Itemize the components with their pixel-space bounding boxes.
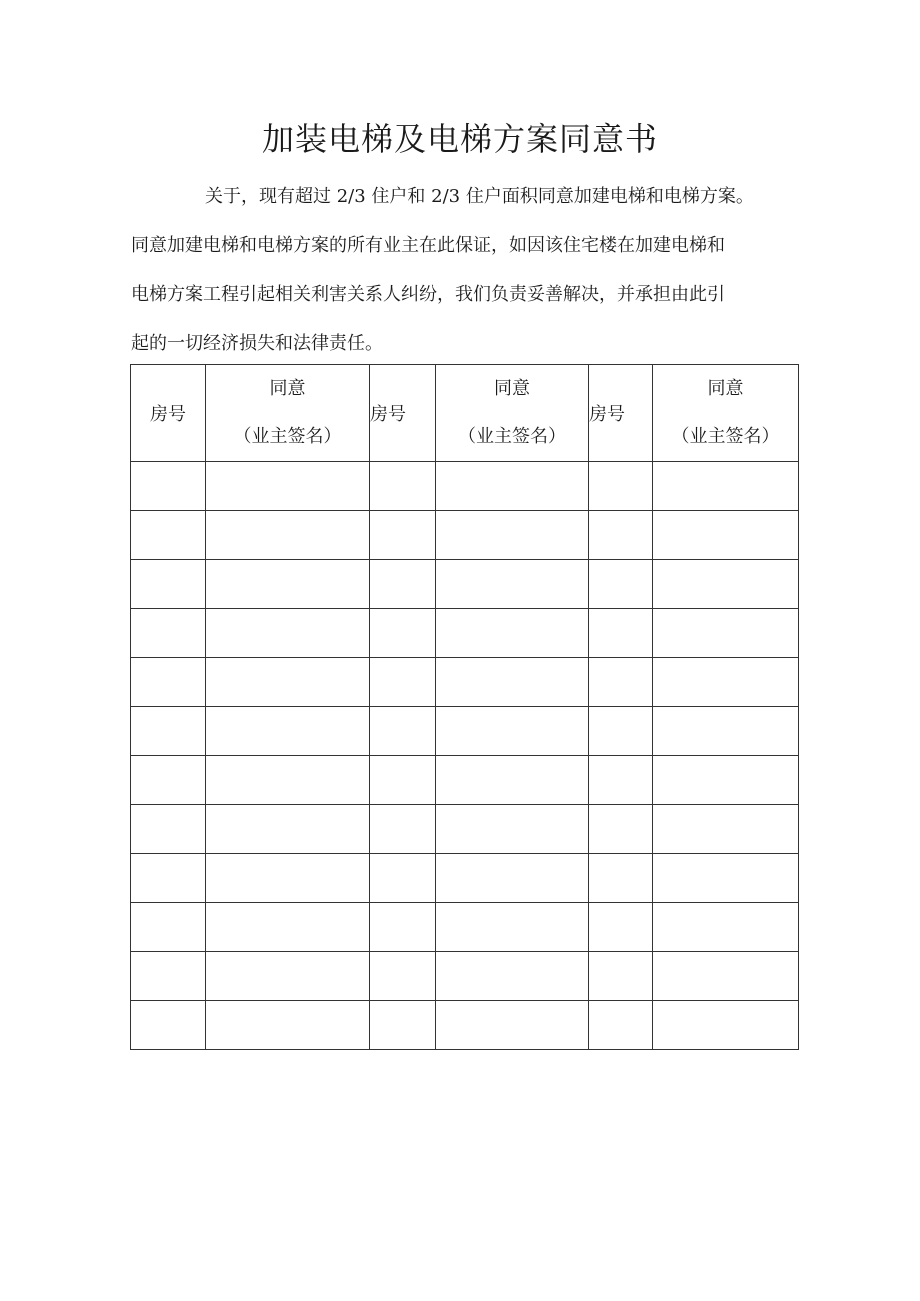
room-number-cell[interactable] — [131, 952, 206, 1001]
owner-signature-cell[interactable] — [653, 756, 799, 805]
consent-paragraph — [131, 172, 831, 368]
owner-signature-cell[interactable] — [436, 707, 589, 756]
table-row — [131, 609, 799, 658]
owner-signature-cell[interactable] — [206, 707, 370, 756]
room-number-cell[interactable] — [131, 756, 206, 805]
room-number-cell[interactable] — [370, 854, 436, 903]
room-number-cell[interactable] — [131, 854, 206, 903]
table-row — [131, 707, 799, 756]
owner-signature-cell[interactable] — [436, 462, 589, 511]
agree-label: 同意 — [269, 378, 306, 399]
room-number-cell[interactable] — [589, 805, 653, 854]
room-number-cell[interactable] — [589, 854, 653, 903]
agree-label: 同意 — [707, 378, 744, 399]
room-number-header: 房号 — [370, 365, 436, 462]
owner-signature-cell[interactable] — [206, 609, 370, 658]
room-number-cell[interactable] — [370, 511, 436, 560]
paragraph-line: 起的一切经济损失和法律责任。 — [131, 333, 383, 354]
paragraph-line: 同意加建电梯和电梯方案的所有业主在此保证，如因该住宅楼在加建电梯和 — [131, 235, 725, 256]
owner-signature-cell[interactable] — [436, 756, 589, 805]
owner-signature-cell[interactable] — [653, 805, 799, 854]
owner-signature-cell[interactable] — [436, 805, 589, 854]
owner-signature-cell[interactable] — [206, 658, 370, 707]
table-row — [131, 560, 799, 609]
room-number-cell[interactable] — [370, 756, 436, 805]
owner-signature-cell[interactable] — [653, 952, 799, 1001]
owner-signature-cell[interactable] — [206, 511, 370, 560]
owner-signature-header — [436, 365, 589, 462]
owner-signature-label: （业主签名） — [671, 426, 780, 447]
owner-signature-cell[interactable] — [206, 462, 370, 511]
owner-signature-cell[interactable] — [206, 1001, 370, 1050]
owner-signature-cell[interactable] — [436, 658, 589, 707]
table-row — [131, 658, 799, 707]
room-number-cell[interactable] — [589, 609, 653, 658]
agree-label: 同意 — [494, 378, 530, 399]
room-number-cell[interactable] — [370, 658, 436, 707]
owner-signature-cell[interactable] — [653, 903, 799, 952]
owner-signature-cell[interactable] — [206, 756, 370, 805]
table-row — [131, 952, 799, 1001]
room-number-cell[interactable] — [370, 903, 436, 952]
room-number-cell[interactable] — [131, 462, 206, 511]
room-number-cell[interactable] — [131, 609, 206, 658]
owner-signature-cell[interactable] — [653, 462, 799, 511]
room-number-cell[interactable] — [131, 560, 206, 609]
room-number-cell[interactable] — [589, 952, 653, 1001]
owner-signature-cell[interactable] — [436, 560, 589, 609]
table-row — [131, 462, 799, 511]
owner-signature-cell[interactable] — [436, 952, 589, 1001]
owner-signature-cell[interactable] — [206, 952, 370, 1001]
owner-signature-cell[interactable] — [653, 560, 799, 609]
room-number-cell[interactable] — [589, 707, 653, 756]
owner-signature-label: （业主签名） — [233, 426, 342, 447]
room-number-cell[interactable] — [589, 462, 653, 511]
room-number-cell[interactable] — [370, 1001, 436, 1050]
room-number-cell[interactable] — [370, 952, 436, 1001]
room-number-cell[interactable] — [370, 560, 436, 609]
owner-signature-header — [206, 365, 370, 462]
room-number-cell[interactable] — [589, 756, 653, 805]
room-number-cell[interactable] — [370, 707, 436, 756]
room-number-cell[interactable] — [589, 511, 653, 560]
table-header-row — [131, 365, 799, 462]
room-number-cell[interactable] — [131, 658, 206, 707]
room-number-cell[interactable] — [131, 903, 206, 952]
owner-signature-cell[interactable] — [436, 511, 589, 560]
room-number-cell[interactable] — [370, 462, 436, 511]
room-number-cell[interactable] — [131, 805, 206, 854]
room-number-cell[interactable] — [589, 658, 653, 707]
table-row — [131, 805, 799, 854]
owner-signature-cell[interactable] — [653, 1001, 799, 1050]
owner-signature-cell[interactable] — [436, 903, 589, 952]
paragraph-line: 关于，现有超过 2/3 住户和 2/3 住户面积同意加建电梯和电梯方案。 — [205, 186, 754, 207]
owner-signature-label: （业主签名） — [458, 426, 566, 447]
room-number-cell[interactable] — [131, 511, 206, 560]
room-number-cell[interactable] — [589, 1001, 653, 1050]
table-row — [131, 511, 799, 560]
owner-signature-cell[interactable] — [653, 707, 799, 756]
owner-signature-cell[interactable] — [206, 560, 370, 609]
page-title: 加装电梯及电梯方案同意书 — [261, 120, 658, 158]
room-number-cell[interactable] — [131, 1001, 206, 1050]
room-number-cell[interactable] — [370, 805, 436, 854]
paragraph-line: 电梯方案工程引起相关利害关系人纠纷，我们负责妥善解决，并承担由此引 — [131, 284, 725, 305]
owner-signature-header — [653, 365, 799, 462]
owner-signature-cell[interactable] — [436, 609, 589, 658]
signature-table-body — [131, 462, 799, 1050]
table-row — [131, 1001, 799, 1050]
room-number-cell[interactable] — [131, 707, 206, 756]
room-number-header: 房号 — [131, 365, 206, 462]
table-row — [131, 903, 799, 952]
owner-signature-cell[interactable] — [206, 854, 370, 903]
owner-signature-cell[interactable] — [436, 1001, 589, 1050]
owner-signature-cell[interactable] — [653, 854, 799, 903]
owner-signature-cell[interactable] — [206, 903, 370, 952]
owner-signature-cell[interactable] — [436, 854, 589, 903]
signature-table — [130, 364, 799, 1050]
owner-signature-cell[interactable] — [206, 805, 370, 854]
room-number-cell[interactable] — [589, 903, 653, 952]
owner-signature-cell[interactable] — [653, 511, 799, 560]
room-number-cell[interactable] — [589, 560, 653, 609]
room-number-cell[interactable] — [370, 609, 436, 658]
room-number-header: 房号 — [589, 365, 653, 462]
table-row — [131, 854, 799, 903]
owner-signature-cell[interactable] — [653, 658, 799, 707]
owner-signature-cell[interactable] — [653, 609, 799, 658]
table-row — [131, 756, 799, 805]
